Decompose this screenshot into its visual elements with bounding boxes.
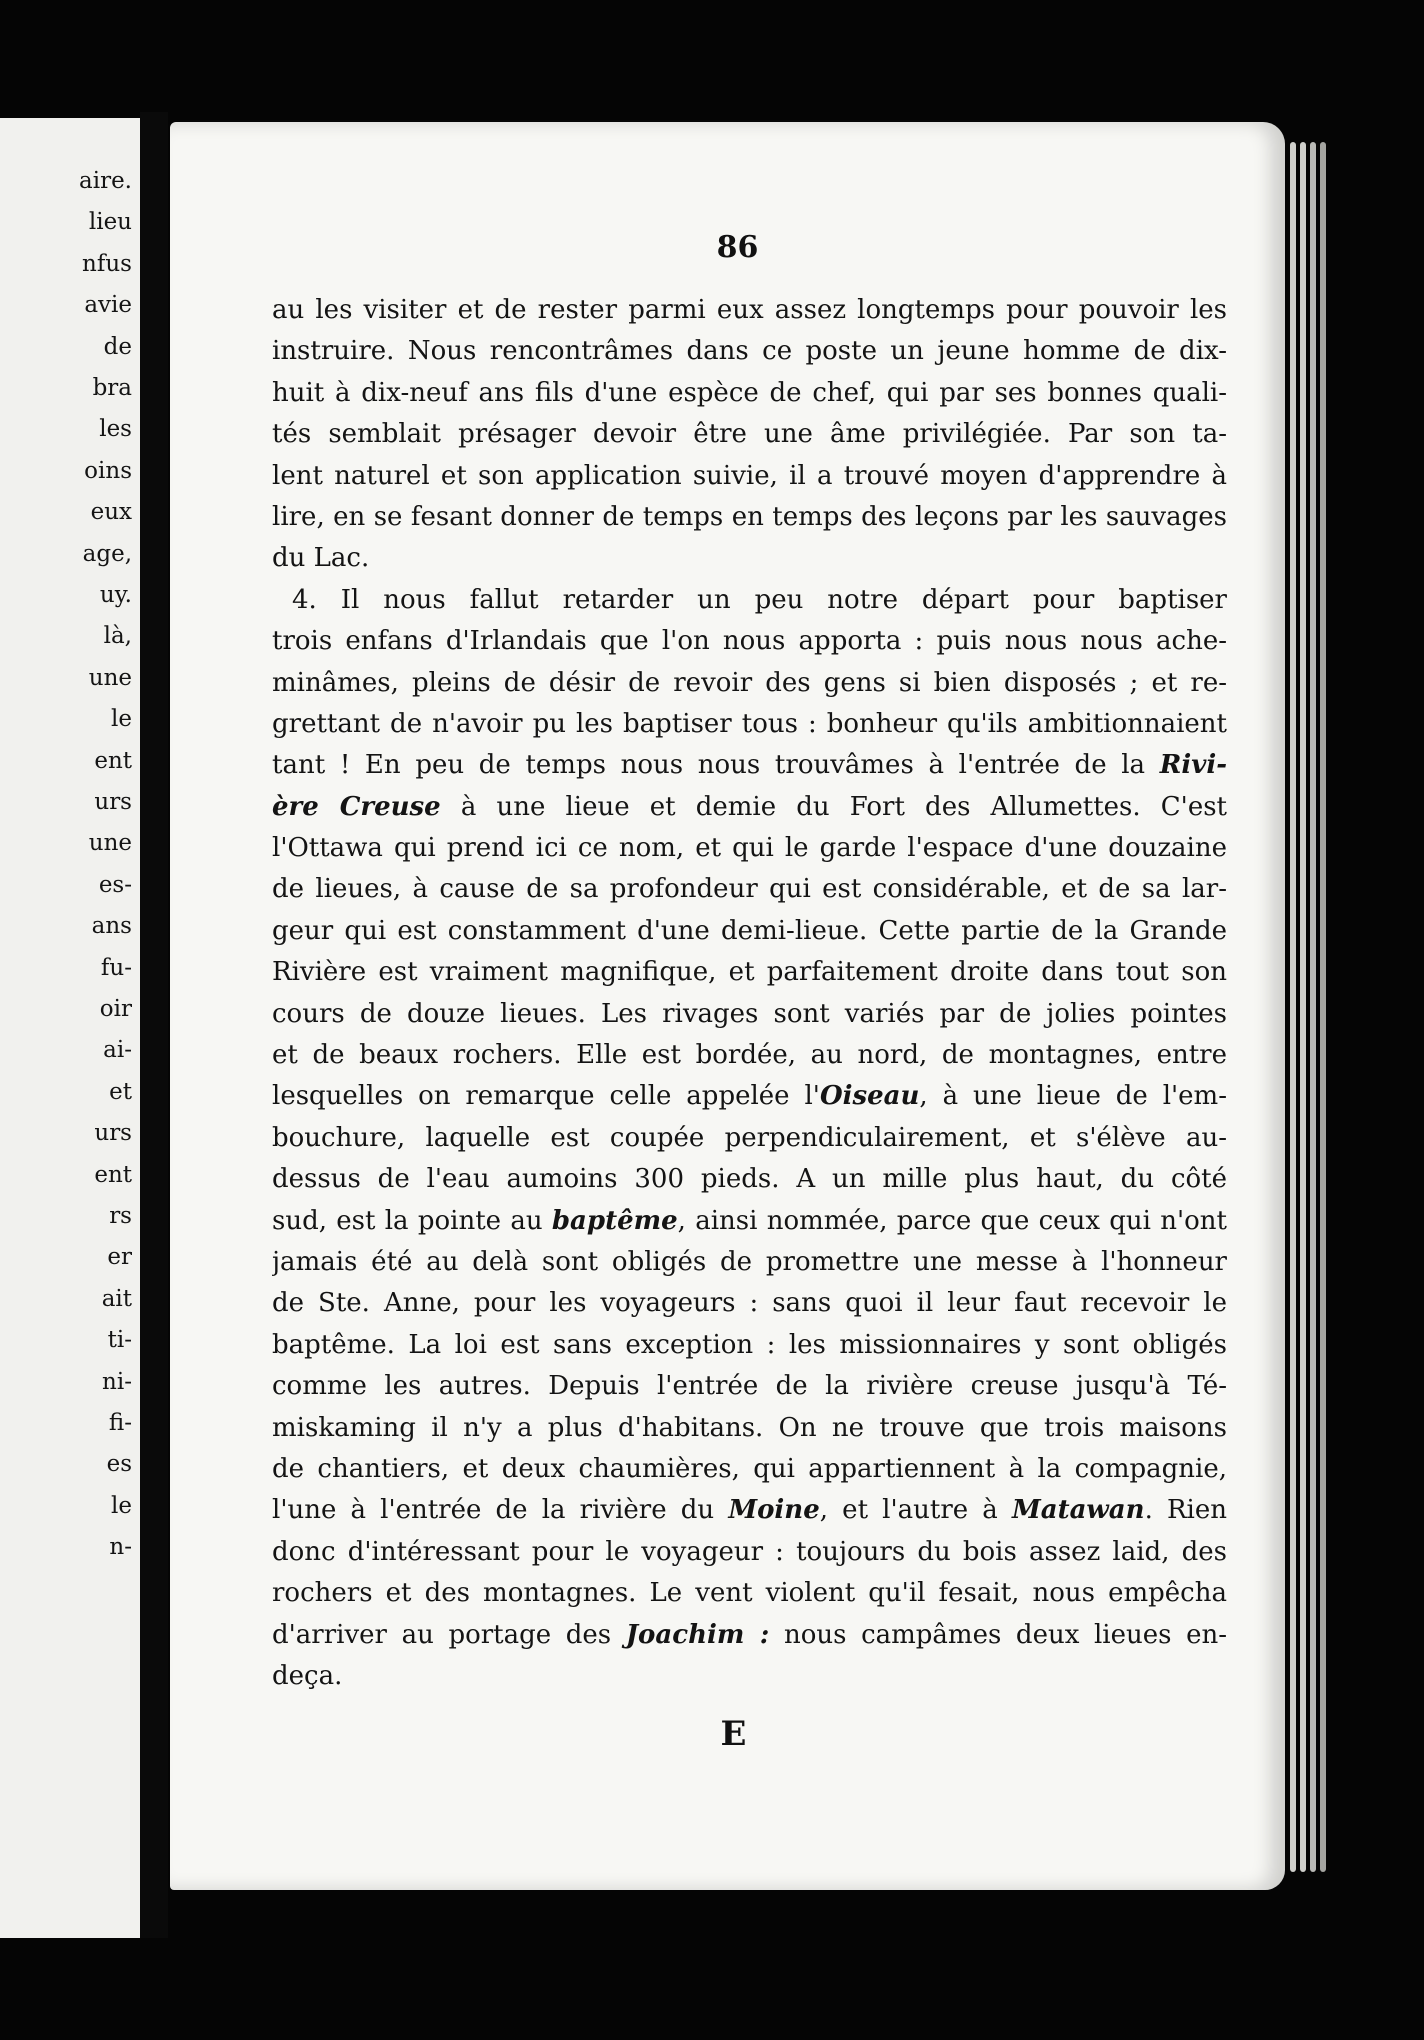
text-run: , à une lieue de l'em- — [919, 1081, 1227, 1112]
text-line — [272, 1076, 1227, 1117]
previous-page-line: eux — [90, 499, 132, 526]
italic-phrase: ère Creuse — [272, 791, 441, 822]
text-run: à une lieue et demie du Fort des Allumettes. C'est — [440, 791, 1227, 822]
text-line — [272, 373, 1227, 414]
previous-page-line: oins — [84, 457, 132, 484]
previous-page-line: fi- — [108, 1410, 132, 1436]
text-line — [272, 663, 1227, 704]
text-run: , ainsi nommée, parce que ceux qui n'ont — [677, 1205, 1227, 1236]
page-edge — [1290, 142, 1296, 1872]
text-line — [272, 952, 1227, 993]
page-edge — [1320, 142, 1326, 1872]
previous-page-line: ent — [94, 747, 132, 774]
text-line — [272, 1159, 1227, 1200]
text-run: dessus de l'eau aumoins 300 pieds. A un mille plus haut, du côté — [272, 1164, 1227, 1195]
previous-page-line: une — [88, 830, 132, 857]
text-line — [272, 580, 1227, 621]
text-run: . Rien — [1144, 1495, 1227, 1526]
text-line — [272, 331, 1227, 372]
text-line — [272, 994, 1227, 1035]
book-page — [170, 122, 1285, 1890]
italic-phrase: Matawan — [1011, 1495, 1145, 1526]
previous-page-line: urs — [94, 1120, 132, 1147]
text-run: instruire. Nous rencontrâmes dans ce poste un jeune homme de dix- — [272, 336, 1227, 367]
text-run: deça. — [272, 1660, 343, 1691]
text-line — [272, 1118, 1227, 1159]
previous-page-line: bra — [92, 375, 132, 401]
text-run: nous campâmes deux lieues en- — [769, 1619, 1227, 1650]
text-run: donc d'intéressant pour le voyageur : toujours du bois assez laid, des — [272, 1536, 1227, 1567]
text-run: au les visiter et de rester parmi eux assez longtemps pour pouvoir les — [272, 295, 1227, 325]
text-line — [272, 869, 1227, 910]
previous-page-line: ent — [94, 1161, 132, 1188]
text-run: lire, en se fesant donner de temps en temps des leçons par les sauvages — [272, 501, 1227, 532]
text-run: grettant de n'avoir pu les baptiser tous : bonheur qu'ils ambitionnaient — [272, 708, 1227, 739]
italic-phrase: Rivi- — [1159, 750, 1227, 781]
text-line — [272, 1490, 1227, 1531]
text-line — [272, 745, 1227, 786]
previous-page-line: uy. — [99, 582, 132, 608]
previous-page-line: es — [106, 1451, 132, 1478]
text-line — [272, 828, 1227, 869]
previous-page-line: age, — [82, 540, 132, 567]
text-run: de chantiers, et deux chaumières, qui appartiennent à la compagnie, — [272, 1453, 1227, 1484]
page-edge — [1310, 142, 1316, 1872]
text-run: cours de douze lieues. Les rivages sont variés par de jolies pointes — [272, 998, 1227, 1029]
previous-page-line: ni- — [102, 1368, 132, 1395]
previous-page-line: ti- — [107, 1327, 132, 1354]
text-line — [272, 1615, 1227, 1656]
text-run: de lieues, à cause de sa profondeur qui est considérable, et de sa lar- — [272, 874, 1227, 905]
text-line — [272, 1242, 1227, 1283]
text-run: comme les autres. Depuis l'entrée de la rivière creuse jusqu'à Té- — [272, 1371, 1227, 1402]
previous-page-line: er — [107, 1244, 132, 1271]
previous-page-line: es- — [98, 871, 132, 898]
text-run: baptême. La loi est sans exception : les missionnaires y sont obligés — [272, 1329, 1227, 1360]
italic-phrase: Joachim : — [625, 1619, 770, 1650]
previous-page-line: rs — [109, 1203, 132, 1229]
text-line — [272, 538, 1227, 579]
text-run: jamais été au delà sont obligés de promettre une messe à l'honneur — [272, 1246, 1227, 1277]
text-run: l'Ottawa qui prend ici ce nom, et qui le garde l'espace d'une douzaine — [272, 833, 1227, 864]
previous-page-line: oir — [99, 996, 132, 1022]
previous-page-line: de — [103, 333, 132, 360]
signature-mark: E — [720, 1714, 747, 1754]
previous-page-line: le — [111, 706, 132, 733]
italic-phrase: Oiseau — [819, 1081, 920, 1112]
book-gutter — [140, 112, 168, 1938]
text-run: geur qui est constamment d'une demi-lieue. Cette partie de la Grande — [272, 915, 1227, 946]
text-line — [272, 787, 1227, 828]
text-run: rochers et des montagnes. Le vent violent qu'il fesait, nous empêcha — [272, 1578, 1227, 1609]
previous-page-line: ait — [101, 1285, 132, 1312]
text-run: l'une à l'entrée de la rivière du — [272, 1495, 729, 1526]
previous-page-line: là, — [103, 623, 132, 650]
text-line — [272, 911, 1227, 952]
previous-page-line: fu- — [100, 954, 132, 981]
text-run: sud, est la pointe au — [272, 1205, 552, 1236]
previous-page-line: les — [99, 416, 132, 443]
text-line — [272, 1573, 1227, 1614]
text-line — [272, 1408, 1227, 1449]
text-run: , et l'autre à — [819, 1495, 1012, 1526]
text-line — [272, 1201, 1227, 1242]
text-run: minâmes, pleins de désir de revoir des gens si bien disposés ; et re- — [272, 667, 1227, 698]
text-run: du Lac. — [272, 543, 370, 574]
text-run: huit à dix-neuf ans fils d'une espèce de chef, qui par ses bonnes quali- — [272, 377, 1227, 408]
text-line — [272, 1325, 1227, 1366]
text-run: bouchure, laquelle est coupée perpendiculairement, et s'élève au- — [272, 1122, 1227, 1153]
text-run: et de beaux rochers. Elle est bordée, au nord, de montagnes, entre — [272, 1040, 1227, 1071]
page-number: 86 — [716, 230, 759, 265]
text-run: de Ste. Anne, pour les voyageurs : sans quoi il leur faut recevoir le — [272, 1288, 1227, 1319]
text-run: miskaming il n'y a plus d'habitans. On ne trouve que trois maisons — [272, 1412, 1227, 1443]
previous-page-line: nfus — [82, 250, 132, 277]
text-run: d'arriver au portage des — [272, 1619, 626, 1650]
text-line — [272, 1449, 1227, 1490]
page-body-text — [272, 290, 1227, 1770]
text-line — [272, 704, 1227, 745]
text-line — [272, 1656, 1227, 1697]
previous-page-fragment — [0, 118, 140, 1938]
text-run: lent naturel et son application suivie, il a trouvé moyen d'apprendre à — [272, 460, 1227, 491]
previous-page-line: ans — [91, 913, 132, 940]
text-line — [272, 621, 1227, 662]
previous-page-line: avie — [84, 292, 132, 319]
italic-phrase: Moine — [728, 1495, 820, 1526]
previous-page-line: lieu — [88, 209, 132, 236]
previous-page-line: ai- — [103, 1037, 132, 1064]
text-run: tant ! En peu de temps nous nous trouvâmes à l'entrée de la — [272, 750, 1160, 781]
text-line — [272, 1532, 1227, 1573]
text-line — [272, 1366, 1227, 1407]
text-run: Rivière est vraiment magnifique, et parfaitement droite dans tout son — [272, 957, 1227, 988]
text-run: 4. Il nous fallut retarder un peu notre départ pour baptiser — [292, 584, 1227, 615]
previous-page-line: une — [88, 664, 132, 691]
text-line — [272, 456, 1227, 497]
previous-page-line: aire. — [79, 168, 132, 194]
previous-page-line: le — [111, 1492, 132, 1519]
previous-page-line: et — [109, 1078, 132, 1105]
text-run: lesquelles on remarque celle appelée l' — [272, 1081, 820, 1112]
text-run: trois enfans d'Irlandais que l'on nous apporta : puis nous nous ache- — [272, 626, 1227, 657]
italic-phrase: baptême — [551, 1205, 678, 1236]
text-line — [272, 414, 1227, 455]
text-line — [272, 1283, 1227, 1324]
previous-page-line: n- — [109, 1534, 132, 1561]
text-run: tés semblait présager devoir être une âme privilégiée. Par son ta- — [272, 419, 1227, 450]
text-line — [272, 497, 1227, 538]
text-line — [272, 1035, 1227, 1076]
text-line — [272, 290, 1227, 331]
page-edge — [1300, 142, 1306, 1872]
previous-page-line: urs — [94, 789, 132, 815]
